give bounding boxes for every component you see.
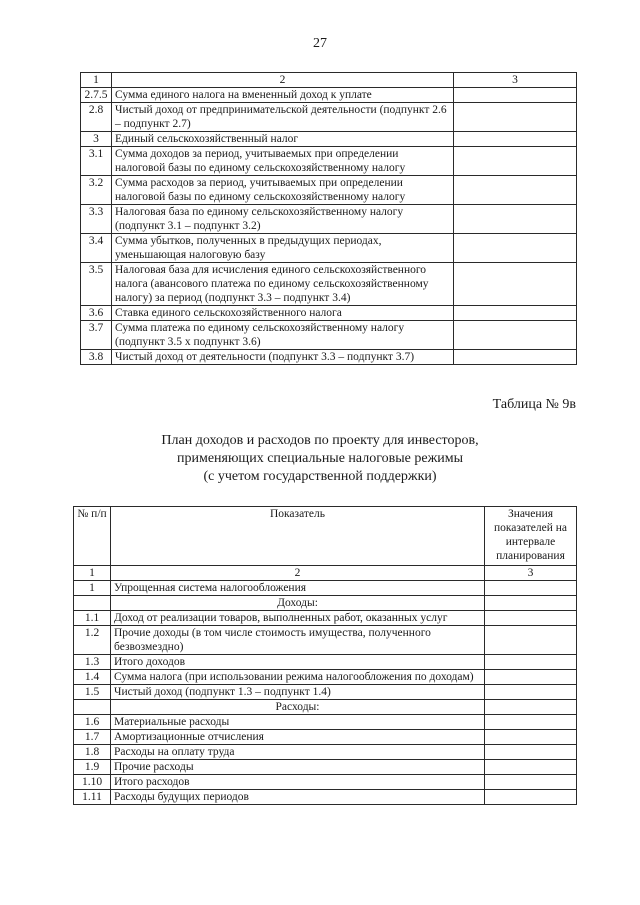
row-indicator: Сумма налога (при использовании режима налогообложения по доходам) [111,670,485,685]
table-row [74,685,577,700]
row-number: 2.8 [81,103,112,132]
income-continuation-table [80,72,577,365]
row-value [454,88,577,103]
table-row [81,103,577,132]
row-indicator: Упрощенная система налогообложения [111,581,485,596]
row-indicator: Амортизационные отчисления [111,730,485,745]
row-number: 1.11 [74,790,111,805]
table-row [81,205,577,234]
row-value [485,670,577,685]
table-label: Таблица № 9в [492,397,576,412]
section-spacer [74,700,111,715]
table-row [74,790,577,805]
row-indicator: Сумма расходов за период, учитываемых при определении налоговой базы по единому сельскохозяйственному налогу [112,176,454,205]
row-value [454,132,577,147]
row-value [485,655,577,670]
row-value [485,611,577,626]
row-number: 3.3 [81,205,112,234]
row-value [485,730,577,745]
table-row [74,760,577,775]
col-header-value: Значения показателей на интервале планирования [485,507,577,566]
table-row [74,715,577,730]
row-indicator: Сумма доходов за период, учитываемых при определении налоговой базы по единому сельскохозяйственному налогу [112,147,454,176]
table-row [81,306,577,321]
section-label: Расходы: [111,700,485,715]
row-number: 1.10 [74,775,111,790]
table2-header-row [74,507,577,566]
row-number: 1.3 [74,655,111,670]
table-row [81,234,577,263]
row-number: 1.8 [74,745,111,760]
section-spacer [74,596,111,611]
row-number: 1.2 [74,626,111,655]
row-number: 1.4 [74,670,111,685]
section-label: Доходы: [111,596,485,611]
row-value [454,350,577,365]
page-number: 27 [313,36,327,51]
section-spacer [485,596,577,611]
col-number: 1 [74,566,111,581]
row-value [454,205,577,234]
row-value [485,581,577,596]
row-indicator: Сумма убытков, полученных в предыдущих периодах, уменьшающая налоговую базу [112,234,454,263]
row-number: 3.1 [81,147,112,176]
table-title-line: применяющих специальные налоговые режимы [176,451,464,466]
table-row [74,775,577,790]
row-indicator: Сумма единого налога на вмененный доход к уплате [112,88,454,103]
table-title-line: (с учетом государственной поддержки) [203,469,437,484]
table-row [74,626,577,655]
row-indicator: Итого доходов [111,655,485,670]
row-number: 1.6 [74,715,111,730]
row-indicator: Сумма платежа по единому сельскохозяйственному налогу (подпункт 3.5 х подпункт 3.6) [112,321,454,350]
row-number: 3.8 [81,350,112,365]
table-row [81,132,577,147]
section-row [74,700,577,715]
row-value [454,234,577,263]
row-number: 3.5 [81,263,112,306]
col-header-indicator: Показатель [111,507,485,566]
row-value [454,306,577,321]
row-number: 1.7 [74,730,111,745]
row-indicator: Ставка единого сельскохозяйственного налога [112,306,454,321]
row-indicator: Единый сельскохозяйственный налог [112,132,454,147]
table-row [74,611,577,626]
table-title-line: План доходов и расходов по проекту для инвесторов, [161,433,479,448]
row-number: 1.9 [74,760,111,775]
table1-column-numbers [81,73,577,88]
row-indicator: Налоговая база по единому сельскохозяйственному налогу (подпункт 3.1 – подпункт 3.2) [112,205,454,234]
table-row [81,263,577,306]
row-value [454,147,577,176]
table-row [74,745,577,760]
table2-body [74,507,577,805]
col-number: 2 [112,73,454,88]
row-indicator: Расходы будущих периодов [111,790,485,805]
row-indicator: Итого расходов [111,775,485,790]
row-number: 1.1 [74,611,111,626]
row-value [485,760,577,775]
table-row [74,655,577,670]
row-indicator: Доход от реализации товаров, выполненных работ, оказанных услуг [111,611,485,626]
row-number: 3.4 [81,234,112,263]
row-value [485,790,577,805]
table-row [74,730,577,745]
table-row [81,321,577,350]
row-number: 3.2 [81,176,112,205]
row-value [485,775,577,790]
row-indicator: Чистый доход (подпункт 1.3 – подпункт 1.4) [111,685,485,700]
row-value [485,745,577,760]
col-number: 2 [111,566,485,581]
row-number: 3.6 [81,306,112,321]
row-number: 3 [81,132,112,147]
table-title [0,432,640,486]
row-number: 3.7 [81,321,112,350]
row-value [454,176,577,205]
section-row [74,596,577,611]
table2-column-numbers [74,566,577,581]
row-number: 2.7.5 [81,88,112,103]
row-indicator: Прочие расходы [111,760,485,775]
row-indicator: Чистый доход от деятельности (подпункт 3.3 – подпункт 3.7) [112,350,454,365]
table-row [74,670,577,685]
table-row [81,176,577,205]
col-header-num: № п/п [74,507,111,566]
row-number: 1 [74,581,111,596]
col-number: 1 [81,73,112,88]
row-value [485,626,577,655]
row-indicator: Налоговая база для исчисления единого сельскохозяйственного налога (авансового платежа по единому сельскохозяйственному налогу) за период (подпункт 3.3 – подпункт 3.4) [112,263,454,306]
table-row [81,147,577,176]
row-indicator: Материальные расходы [111,715,485,730]
row-value [485,685,577,700]
row-value [454,263,577,306]
table-row [74,581,577,596]
income-expense-plan-table [73,506,577,805]
table-row [81,88,577,103]
row-value [454,321,577,350]
table-row [81,350,577,365]
row-value [485,715,577,730]
row-value [454,103,577,132]
col-number: 3 [454,73,577,88]
col-number: 3 [485,566,577,581]
row-indicator: Расходы на оплату труда [111,745,485,760]
row-number: 1.5 [74,685,111,700]
row-indicator: Чистый доход от предпринимательской деятельности (подпункт 2.6 – подпункт 2.7) [112,103,454,132]
row-indicator: Прочие доходы (в том числе стоимость имущества, полученного безвозмездно) [111,626,485,655]
table1-body [81,73,577,365]
section-spacer [485,700,577,715]
